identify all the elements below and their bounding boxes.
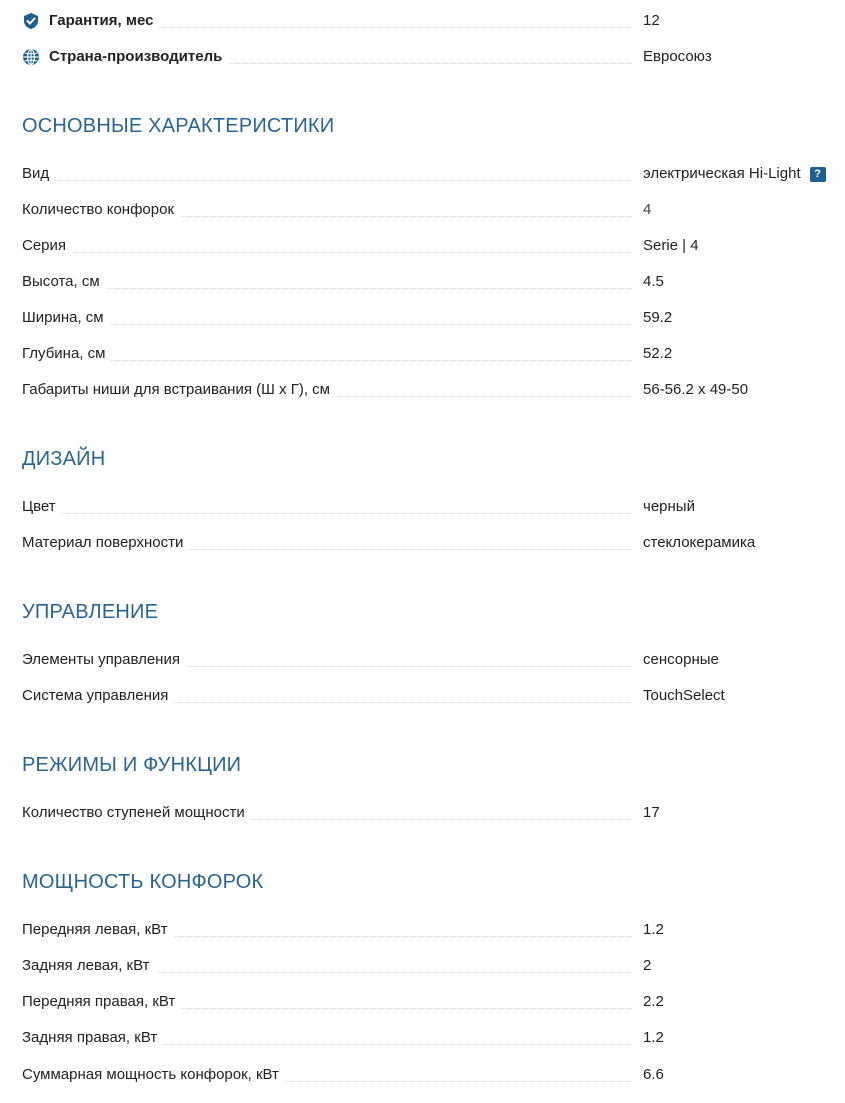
section-title-main: ОСНОВНЫЕ ХАРАКТЕРИСТИКИ xyxy=(22,115,335,137)
dotted-leader xyxy=(22,360,632,361)
help-icon[interactable]: ? xyxy=(810,167,826,182)
spec-row xyxy=(22,992,845,1016)
spec-label: Ширина, см xyxy=(22,308,110,328)
section-title-power: МОЩНОСТЬ КОНФОРОК xyxy=(22,871,264,893)
spec-value: черный xyxy=(643,498,695,515)
spec-value: сенсорные xyxy=(643,651,719,668)
spec-label: Элементы управления xyxy=(22,650,186,670)
spec-row xyxy=(22,1028,845,1052)
dotted-leader xyxy=(22,513,632,514)
spec-row xyxy=(22,164,845,188)
spec-value: 12 xyxy=(643,12,660,29)
spec-value: 56-56.2 x 49-50 xyxy=(643,381,749,398)
spec-label: Количество ступеней мощности xyxy=(22,803,251,823)
spec-row xyxy=(22,650,845,674)
spec-row xyxy=(22,686,845,710)
spec-value: 59.2 xyxy=(643,309,673,326)
spec-row-warranty xyxy=(22,11,845,35)
spec-value: 1.2 xyxy=(643,1029,664,1046)
spec-row xyxy=(22,533,845,557)
spec-value: 4 xyxy=(643,201,652,218)
section-title-control: УПРАВЛЕНИЕ xyxy=(22,601,159,623)
spec-row xyxy=(22,344,845,368)
spec-value: 6.6 xyxy=(643,1066,664,1083)
spec-label: Серия xyxy=(22,236,72,256)
spec-label: Высота, см xyxy=(22,272,106,292)
spec-label: Материал поверхности xyxy=(22,533,189,553)
spec-label: Цвет xyxy=(22,497,62,517)
spec-value: 2.2 xyxy=(643,993,664,1010)
shield-check-icon xyxy=(22,12,40,30)
dotted-leader xyxy=(22,288,632,289)
spec-label: Габариты ниши для встраивания (Ш x Г), см xyxy=(22,380,336,400)
spec-value: 4.5 xyxy=(643,273,664,290)
spec-row xyxy=(22,1065,845,1089)
spec-label: Страна-производитель xyxy=(22,47,228,67)
dotted-leader xyxy=(22,252,632,253)
spec-value: стеклокерамика xyxy=(643,534,756,551)
dotted-leader xyxy=(22,180,632,181)
spec-value: 17 xyxy=(643,804,660,821)
spec-value xyxy=(643,164,826,184)
spec-row xyxy=(22,236,845,260)
spec-value-text: электрическая Hi-Light xyxy=(643,165,801,182)
spec-label: Задняя левая, кВт xyxy=(22,956,156,976)
section-title-design: ДИЗАЙН xyxy=(22,448,106,470)
spec-label: Вид xyxy=(22,164,55,184)
spec-value: TouchSelect xyxy=(643,687,725,704)
spec-label: Суммарная мощность конфорок, кВт xyxy=(22,1065,285,1085)
spec-label: Задняя правая, кВт xyxy=(22,1028,163,1048)
spec-value: 2 xyxy=(643,957,652,974)
spec-label: Передняя левая, кВт xyxy=(22,920,174,940)
spec-row xyxy=(22,308,845,332)
globe-icon xyxy=(22,48,40,66)
spec-label: Гарантия, мес xyxy=(22,11,159,31)
spec-row xyxy=(22,200,845,224)
spec-row xyxy=(22,956,845,980)
dotted-leader xyxy=(22,324,632,325)
spec-row-country xyxy=(22,47,845,71)
spec-value: Евросоюз xyxy=(643,48,712,65)
spec-value: 1.2 xyxy=(643,921,664,938)
spec-row xyxy=(22,272,845,296)
spec-label: Количество конфорок xyxy=(22,200,180,220)
spec-label: Глубина, см xyxy=(22,344,111,364)
spec-row xyxy=(22,920,845,944)
spec-row xyxy=(22,497,845,521)
spec-row xyxy=(22,803,845,827)
spec-value: 52.2 xyxy=(643,345,673,362)
section-title-modes: РЕЖИМЫ И ФУНКЦИИ xyxy=(22,754,242,776)
spec-label: Система управления xyxy=(22,686,174,706)
spec-row xyxy=(22,380,845,404)
spec-label: Передняя правая, кВт xyxy=(22,992,181,1012)
spec-value: Serie | 4 xyxy=(643,237,699,254)
